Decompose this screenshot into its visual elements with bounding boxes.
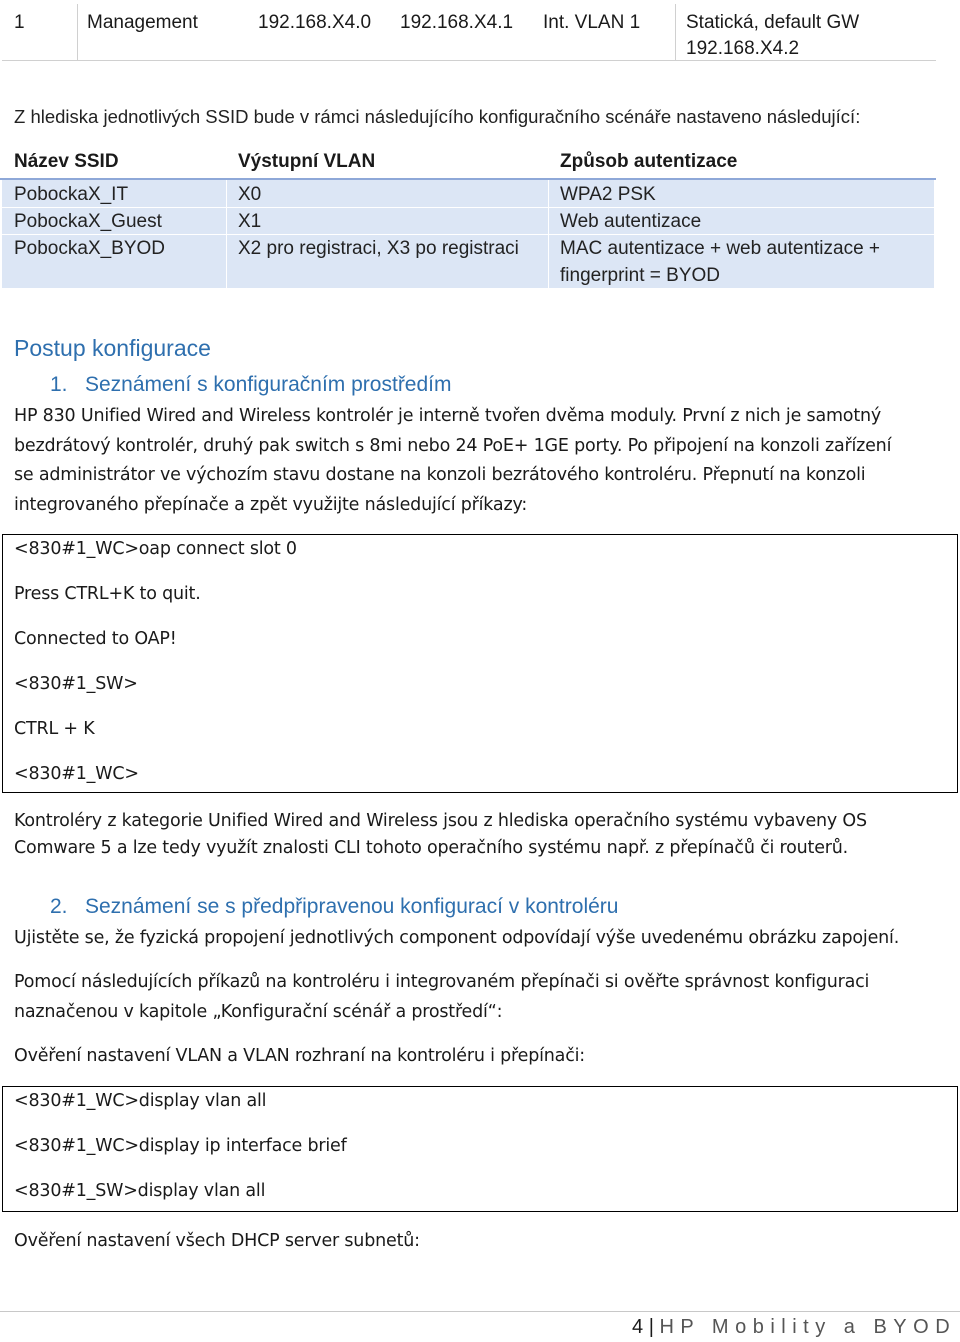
- paragraph-line: HP 830 Unified Wired and Wireless kontrolér je interně tvořen dvěma moduly. První z nich je samotný: [14, 406, 882, 426]
- auth-cell: Web autentizace: [560, 211, 702, 232]
- network-name: Management: [87, 12, 198, 33]
- code-line: <830#1_WC>: [14, 764, 139, 784]
- code-block-console: [2, 534, 958, 793]
- code-line: <830#1_WC>display ip interface brief: [14, 1136, 347, 1156]
- document-title: HP Mobility a BYOD: [659, 1316, 957, 1338]
- paragraph-line: bezdrátový kontrolér, druhý pak switch s 8mi nebo 24 PoE+ 1GE porty. Po připojení na konzoli zařízení: [14, 435, 892, 456]
- interface-ip: 192.168.X4.1: [400, 12, 514, 33]
- header-vlan: Výstupní VLAN: [238, 151, 376, 172]
- auth-cell-line2: fingerprint = BYOD: [560, 265, 720, 286]
- paragraph-line: Pomocí následujících příkazů na kontroléru i integrovaném přepínači si ověřte správnost konfiguraci: [14, 972, 870, 992]
- row-number: 1: [14, 12, 25, 33]
- footer-divider: [0, 1311, 960, 1312]
- header-auth: Způsob autentizace: [560, 151, 738, 172]
- vlan-cell: X1: [238, 211, 262, 232]
- step2-line: Ujistěte se, že fyzická propojení jednotlivých component odpovídají výše uvedenému obrázku zapojení.: [14, 928, 900, 948]
- paragraph-line: Kontroléry z kategorie Unified Wired and Wireless jsou z hlediska operačního systému vybaveny OS: [14, 811, 867, 831]
- ssid-cell: PobockaX_IT: [14, 184, 129, 205]
- paragraph-line: integrovaného přepínače a zpět využijte následující příkazy:: [14, 494, 528, 515]
- vlan-cell: X2 pro registraci, X3 po registraci: [238, 238, 519, 259]
- paragraph-line: se administrátor ve výchozím stavu dostane na konzoli bezrátového kontroléru. Přepnutí na konzoli: [14, 465, 866, 485]
- auth-cell: MAC autentizace + web autentizace +: [560, 238, 881, 259]
- table-row: [2, 208, 934, 235]
- vlan-interface: Int. VLAN 1: [543, 12, 641, 33]
- vlan-cell: X0: [238, 184, 262, 205]
- code-line: CTRL + K: [14, 719, 95, 739]
- management-table-row: [2, 4, 936, 61]
- header-ssid: Název SSID: [14, 151, 119, 172]
- table-row: [2, 180, 934, 208]
- code-line: <830#1_SW>: [14, 674, 138, 694]
- code-line: <830#1_WC>oap connect slot 0: [14, 539, 297, 559]
- dhcp-check-label: Ověření nastavení všech DHCP server subnetů:: [14, 1231, 420, 1251]
- gateway-line2: 192.168.X4.2: [686, 38, 800, 59]
- page-footer: 4 | HP Mobility a BYOD: [632, 1316, 957, 1338]
- gateway-line1: Statická, default GW: [686, 12, 860, 33]
- step1-title: Seznámení s konfiguračním prostředím: [85, 373, 452, 396]
- ssid-cell: PobockaX_BYOD: [14, 238, 166, 259]
- section-heading: Postup konfigurace: [14, 335, 211, 361]
- network-address: 192.168.X4.0: [258, 12, 372, 33]
- intro-sentence: Z hlediska jednotlivých SSID bude v rámci následujícího konfiguračního scénáře nastaveno následující:: [14, 106, 861, 127]
- code-block-commands: [2, 1086, 958, 1212]
- auth-cell: WPA2 PSK: [560, 184, 656, 205]
- code-line: Connected to OAP!: [14, 629, 177, 649]
- step2-number: 2.: [50, 895, 68, 918]
- vlan-check-label: Ověření nastavení VLAN a VLAN rozhraní na kontroléru i přepínači:: [14, 1046, 585, 1066]
- paragraph-line: naznačenou v kapitole „Konfigurační scénář a prostředí“:: [14, 1001, 503, 1022]
- code-line: <830#1_WC>display vlan all: [14, 1091, 267, 1111]
- table-row: [2, 235, 934, 289]
- paragraph-line: Comware 5 a lze tedy využít znalosti CLI tohoto operačního systému např. z přepínačů či routerů.: [14, 838, 849, 858]
- code-line: Press CTRL+K to quit.: [14, 584, 201, 604]
- step1-paragraph: [14, 402, 944, 520]
- step1-number: 1.: [50, 373, 68, 396]
- step2-title: Seznámení se s předpřipravenou konfigurací v kontroléru: [85, 895, 619, 918]
- ssid-table-header: [0, 150, 936, 180]
- code-line: <830#1_SW>display vlan all: [14, 1181, 266, 1201]
- ssid-cell: PobockaX_Guest: [14, 211, 162, 232]
- page-number: 4: [632, 1316, 644, 1338]
- step2-paragraph: [14, 968, 944, 1027]
- step1-after-paragraph: [14, 808, 944, 862]
